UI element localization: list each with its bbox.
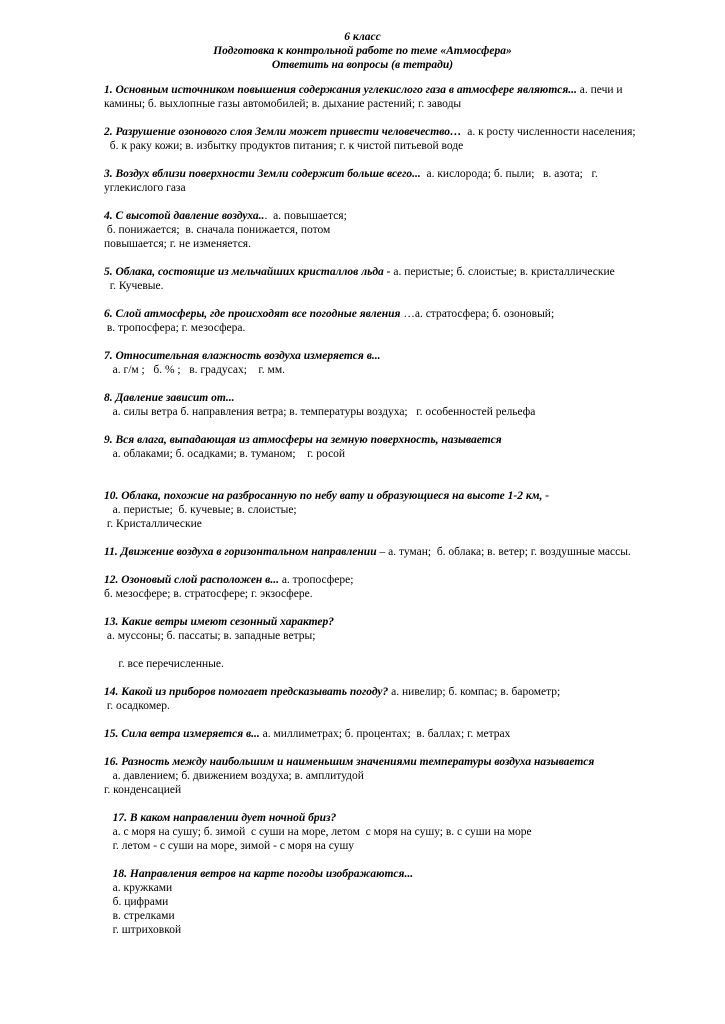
answer-options: б. к раку кожи; в. избытку продуктов питания; г. к чистой питьевой воде (104, 140, 464, 152)
question-line (104, 685, 560, 699)
answer-line (104, 839, 354, 853)
question-text: 4. С высотой давление воздуха.. (104, 210, 265, 222)
question-line (104, 265, 615, 279)
answer-options: а. нивелир; б. компас; в. барометр; (388, 686, 561, 698)
question-text: 9. Вся влага, выпадающая из атмосферы на земную поверхность, называется (104, 434, 502, 446)
question-line (104, 867, 413, 881)
question-text: 7. Относительная влажность воздуха измеряется в... (104, 350, 381, 362)
answer-options: а. к росту численности населения; (461, 126, 636, 138)
question-text: 8. Давление зависит от... (104, 392, 235, 404)
answer-options: . а. повышается; (264, 210, 347, 222)
answer-options: б. понижается; в. сначала понижается, потом (104, 224, 331, 236)
answer-line (104, 223, 330, 237)
question-line (104, 489, 549, 503)
answer-line (104, 237, 251, 251)
answer-options: в. тропосфера; г. мезосфера. (104, 322, 246, 334)
question-text: 15. Сила ветра измеряется в... (104, 728, 260, 740)
answer-options: повышается; г. не изменяется. (104, 238, 251, 250)
answer-options: камины; б. выхлопные газы автомобилей; в. дыхание растений; г. заводы (104, 98, 462, 110)
answer-line (104, 699, 170, 713)
question-line (104, 391, 235, 405)
question-line (104, 167, 598, 181)
question-text: 13. Какие ветры имеют сезонный характер? (104, 616, 335, 628)
question-text: 6. Слой атмосферы, где происходят все погодные явления (104, 308, 401, 320)
answer-line (104, 517, 202, 531)
question-line (104, 545, 631, 559)
answer-options: г. Кучевые. (104, 280, 164, 292)
answer-options: а. давлением; б. движением воздуха; в. амплитудой (104, 770, 364, 782)
question-line (104, 573, 353, 587)
question-text: 1. Основным источником повышения содержания углекислого газа в атмосфере являются... (104, 84, 577, 96)
question-line (104, 209, 347, 223)
answer-line (104, 139, 463, 153)
document-title: Подготовка к контрольной работе по теме «Атмосфера» (213, 45, 512, 57)
question-text: 16. Разность между наибольшим и наименьшим значениями температуры воздуха называется (104, 756, 595, 768)
answer-line (104, 657, 224, 671)
answer-line (104, 321, 245, 335)
question-text: 17. В каком направлении дует ночной бриз? (104, 812, 337, 824)
answer-options: г. осадкомер. (104, 700, 170, 712)
answer-options: а. перистые; б. слоистые; в. кристаллические (390, 266, 615, 278)
question-text: 2. Разрушение озонового слоя Земли может привести человечество… (104, 126, 462, 138)
answer-line (104, 447, 345, 461)
answer-options: г. Кристаллические (104, 518, 202, 530)
question-text: 3. Воздух вблизи поверхности Земли содержит больше всего... (104, 168, 421, 180)
question-line (104, 349, 380, 363)
answer-options: г. штриховкой (104, 924, 182, 936)
answer-options: б. мезосфере; в. стратосфере; г. экзосфере. (104, 588, 313, 600)
answer-line (104, 769, 364, 783)
answer-line (104, 881, 172, 895)
answer-options: а. печи и (576, 84, 623, 96)
answer-line (104, 825, 532, 839)
answer-line (104, 895, 168, 909)
question-text: 14. Какой из приборов помогает предсказывать погоду? (104, 686, 389, 698)
question-line (104, 83, 623, 97)
question-line (104, 615, 334, 629)
answer-options: а. перистые; б. кучевые; в. слоистые; (104, 504, 297, 516)
answer-options: а. кислорода; б. пыли; в. азота; г. (420, 168, 598, 180)
answer-options: а. муссоны; б. пассаты; в. западные ветры; (104, 630, 316, 642)
question-text: 12. Озоновый слой расположен в... (104, 574, 279, 586)
answer-line (104, 629, 315, 643)
answer-options: – а. туман; б. облака; в. ветер; г. воздушные массы. (376, 546, 631, 558)
question-line (104, 125, 636, 139)
instruction-heading: Ответить на вопросы (в тетради) (271, 59, 454, 71)
answer-line (104, 97, 461, 111)
answer-line (104, 587, 313, 601)
answer-options: г. все перечисленные. (104, 658, 224, 670)
answer-options: а. с моря на сушу; б. зимой с суши на море, летом с моря на сушу; в. с суши на море (104, 826, 532, 838)
answer-line (104, 181, 186, 195)
answer-options: а. тропосфере; (278, 574, 354, 586)
answer-options: г. летом - с суши на море, зимой - с моря на сушу (104, 840, 355, 852)
answer-line (104, 503, 297, 517)
answer-options: г. конденсацией (104, 784, 182, 796)
grade-heading: 6 класс (344, 31, 381, 43)
answer-options: а. миллиметрах; б. процентах; в. баллах; г. метрах (259, 728, 511, 740)
question-text: 10. Облака, похожие на разбросанную по небу вату и образующиеся на высоте 1-2 км, - (104, 490, 550, 502)
question-text: 11. Движение воздуха в горизонтальном направлении (104, 546, 377, 558)
question-line (104, 755, 594, 769)
answer-options: а. г/м ; б. % ; в. градусах; г. мм. (104, 364, 285, 376)
question-line (104, 727, 510, 741)
answer-line (104, 923, 181, 937)
answer-line (104, 909, 175, 923)
answer-line (104, 279, 164, 293)
answer-line (104, 783, 181, 797)
answer-options: а. кружками (104, 882, 173, 894)
question-line (104, 307, 554, 321)
answer-options: а. силы ветра б. направления ветра; в. температуры воздуха; г. особенностей рельефа (104, 406, 536, 418)
answer-options: …а. стратосфера; б. озоновый; (400, 308, 555, 320)
answer-options: а. облаками; б. осадками; в. туманом; г. росой (104, 448, 346, 460)
question-text: 5. Облака, состоящие из мельчайших кристаллов льда - (104, 266, 391, 278)
answer-line (104, 405, 535, 419)
answer-options: в. стрелками (104, 910, 175, 922)
question-line (104, 433, 502, 447)
answer-line (104, 363, 285, 377)
question-line (104, 811, 336, 825)
question-text: 18. Направления ветров на карте погоды изображаются... (104, 868, 414, 880)
answer-options: углекислого газа (104, 182, 186, 194)
answer-options: б. цифрами (104, 896, 169, 908)
